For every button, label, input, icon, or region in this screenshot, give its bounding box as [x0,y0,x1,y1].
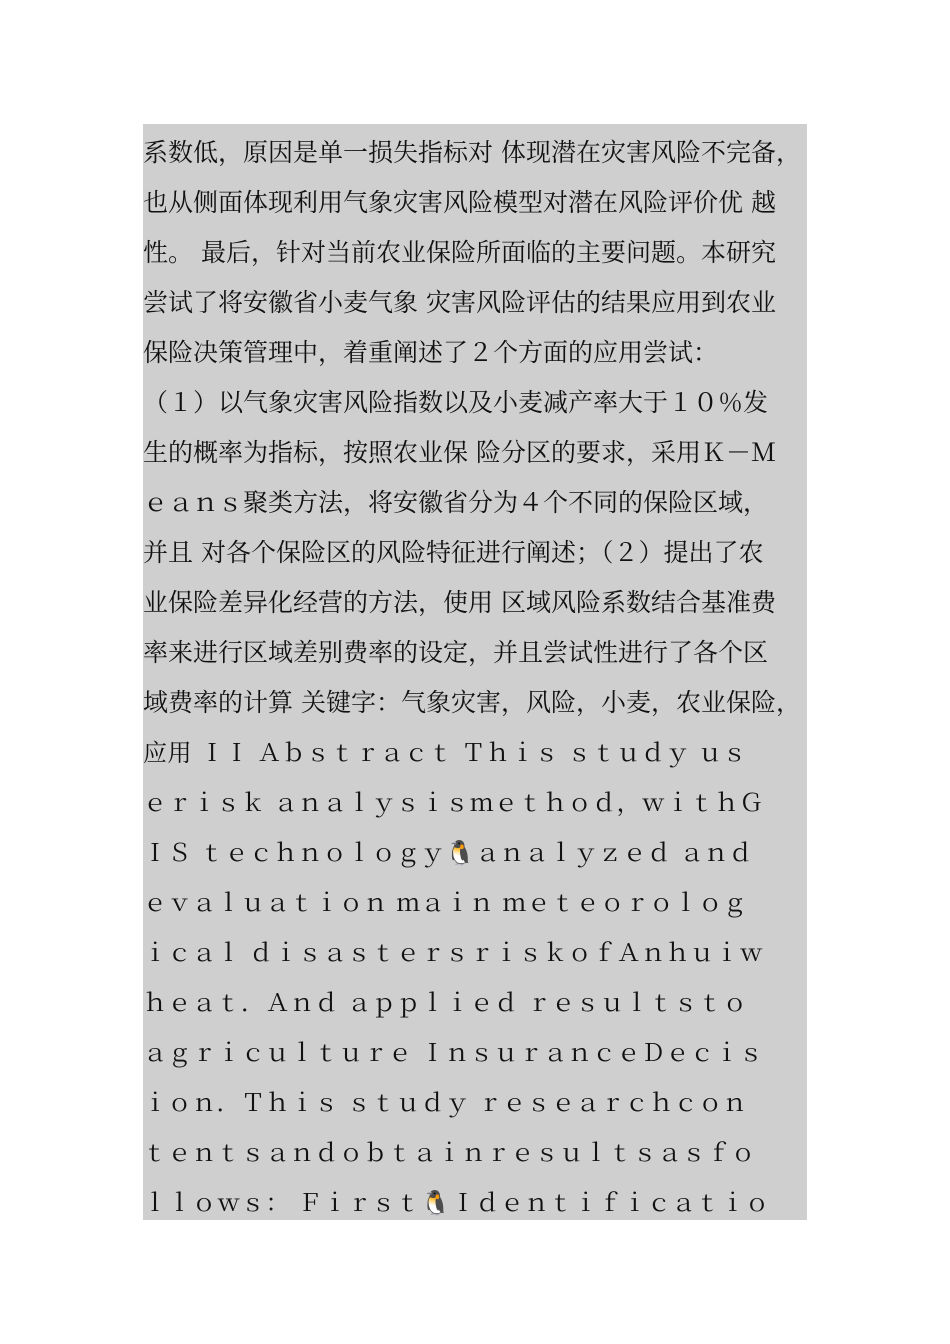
text-line-11: 率来进行区域差别费率的设定，并且尝试性进行了各个区 [143,638,769,667]
text-line-15: ＩＳ ｔｅｃｈｎｏｌｏｇｙ🐧ａｎａｌｙｚｅｄ ａｎｄ [143,839,754,867]
text-line-1: 系数低，原因是单一损失指标对 体现潜在灾害风险不完备， [143,138,801,167]
text-line-19: ａｇｒｉｃｕｌｔｕｒｅ ＩｎｓｕｒａｎｃｅＤｅｃｉｓ [143,1039,764,1067]
text-line-22: ｌｌｏｗｓ： Ｆｉｒｓｔ🐧Ｉｄｅｎｔｉｆｉｃａｔｉｏ [143,1189,770,1217]
text-line-5: 保险决策管理中，着重阐述了２个方面的应用尝试： [143,338,719,367]
text-line-6: （１）以气象灾害风险指数以及小麦减产率大于１０％发 [143,388,769,417]
text-line-10: 业保险差异化经营的方法，使用 区域风险系数结合基准费 [143,588,776,617]
text-line-21: ｔｅｎｔｓａｎｄｏｂｔａｉｎｒｅｓｕｌｔｓａｓｆｏ [143,1139,756,1167]
text-line-20: ｉｏｎ．Ｔｈｉｓ ｓｔｕｄｙ ｒｅｓｅａｒｃｈｃｏｎ [143,1089,748,1117]
text-line-9: 并且 对各个保险区的风险特征进行阐述；（２）提出了农 [143,538,764,567]
text-line-12: 域费率的计算 关键字：气象灾害，风险，小麦，农业保险， [143,688,801,717]
text-line-18: ｈｅａｔ．Ａｎｄ ａｐｐｌｉｅｄ ｒｅｓｕｌｔｓｔｏ [143,989,748,1017]
text-line-14: ｅｒｉｓｋ ａｎａｌｙｓｉｓｍｅｔｈｏｄ，ｗｉｔｈＧ [143,789,764,817]
text-line-16: ｅｖａｌｕａｔｉｏｎ ｍａｉｎ ｍｅｔｅｏｒｏｌｏｇ [143,889,748,917]
text-line-3: 性。 最后，针对当前农业保险所面临的主要问题。本研究 [143,238,776,267]
text-line-17: ｉｃａｌ ｄｉｓａｓｔｅｒｓｒｉｓｋｏｆＡｎｈｕｉｗ [143,939,764,967]
text-line-2: 也从侧面体现利用气象灾害风险模型对潜在风险评价优 越 [143,188,776,217]
highlighted-text-block [143,124,807,1220]
text-line-4: 尝试了将安徽省小麦气象 灾害风险评估的结果应用到农业 [143,288,776,317]
text-line-7: 生的概率为指标，按照农业保 险分区的要求，采用Ｋ－Ｍ [143,438,776,467]
text-line-13: 应用 ＩＩ Ａｂｓｔｒａｃｔ Ｔｈｉｓ ｓｔｕｄｙ ｕｓ [143,739,748,767]
text-line-8: ｅａｎｓ聚类方法，将安徽省分为４个不同的保险区域， [143,488,769,517]
